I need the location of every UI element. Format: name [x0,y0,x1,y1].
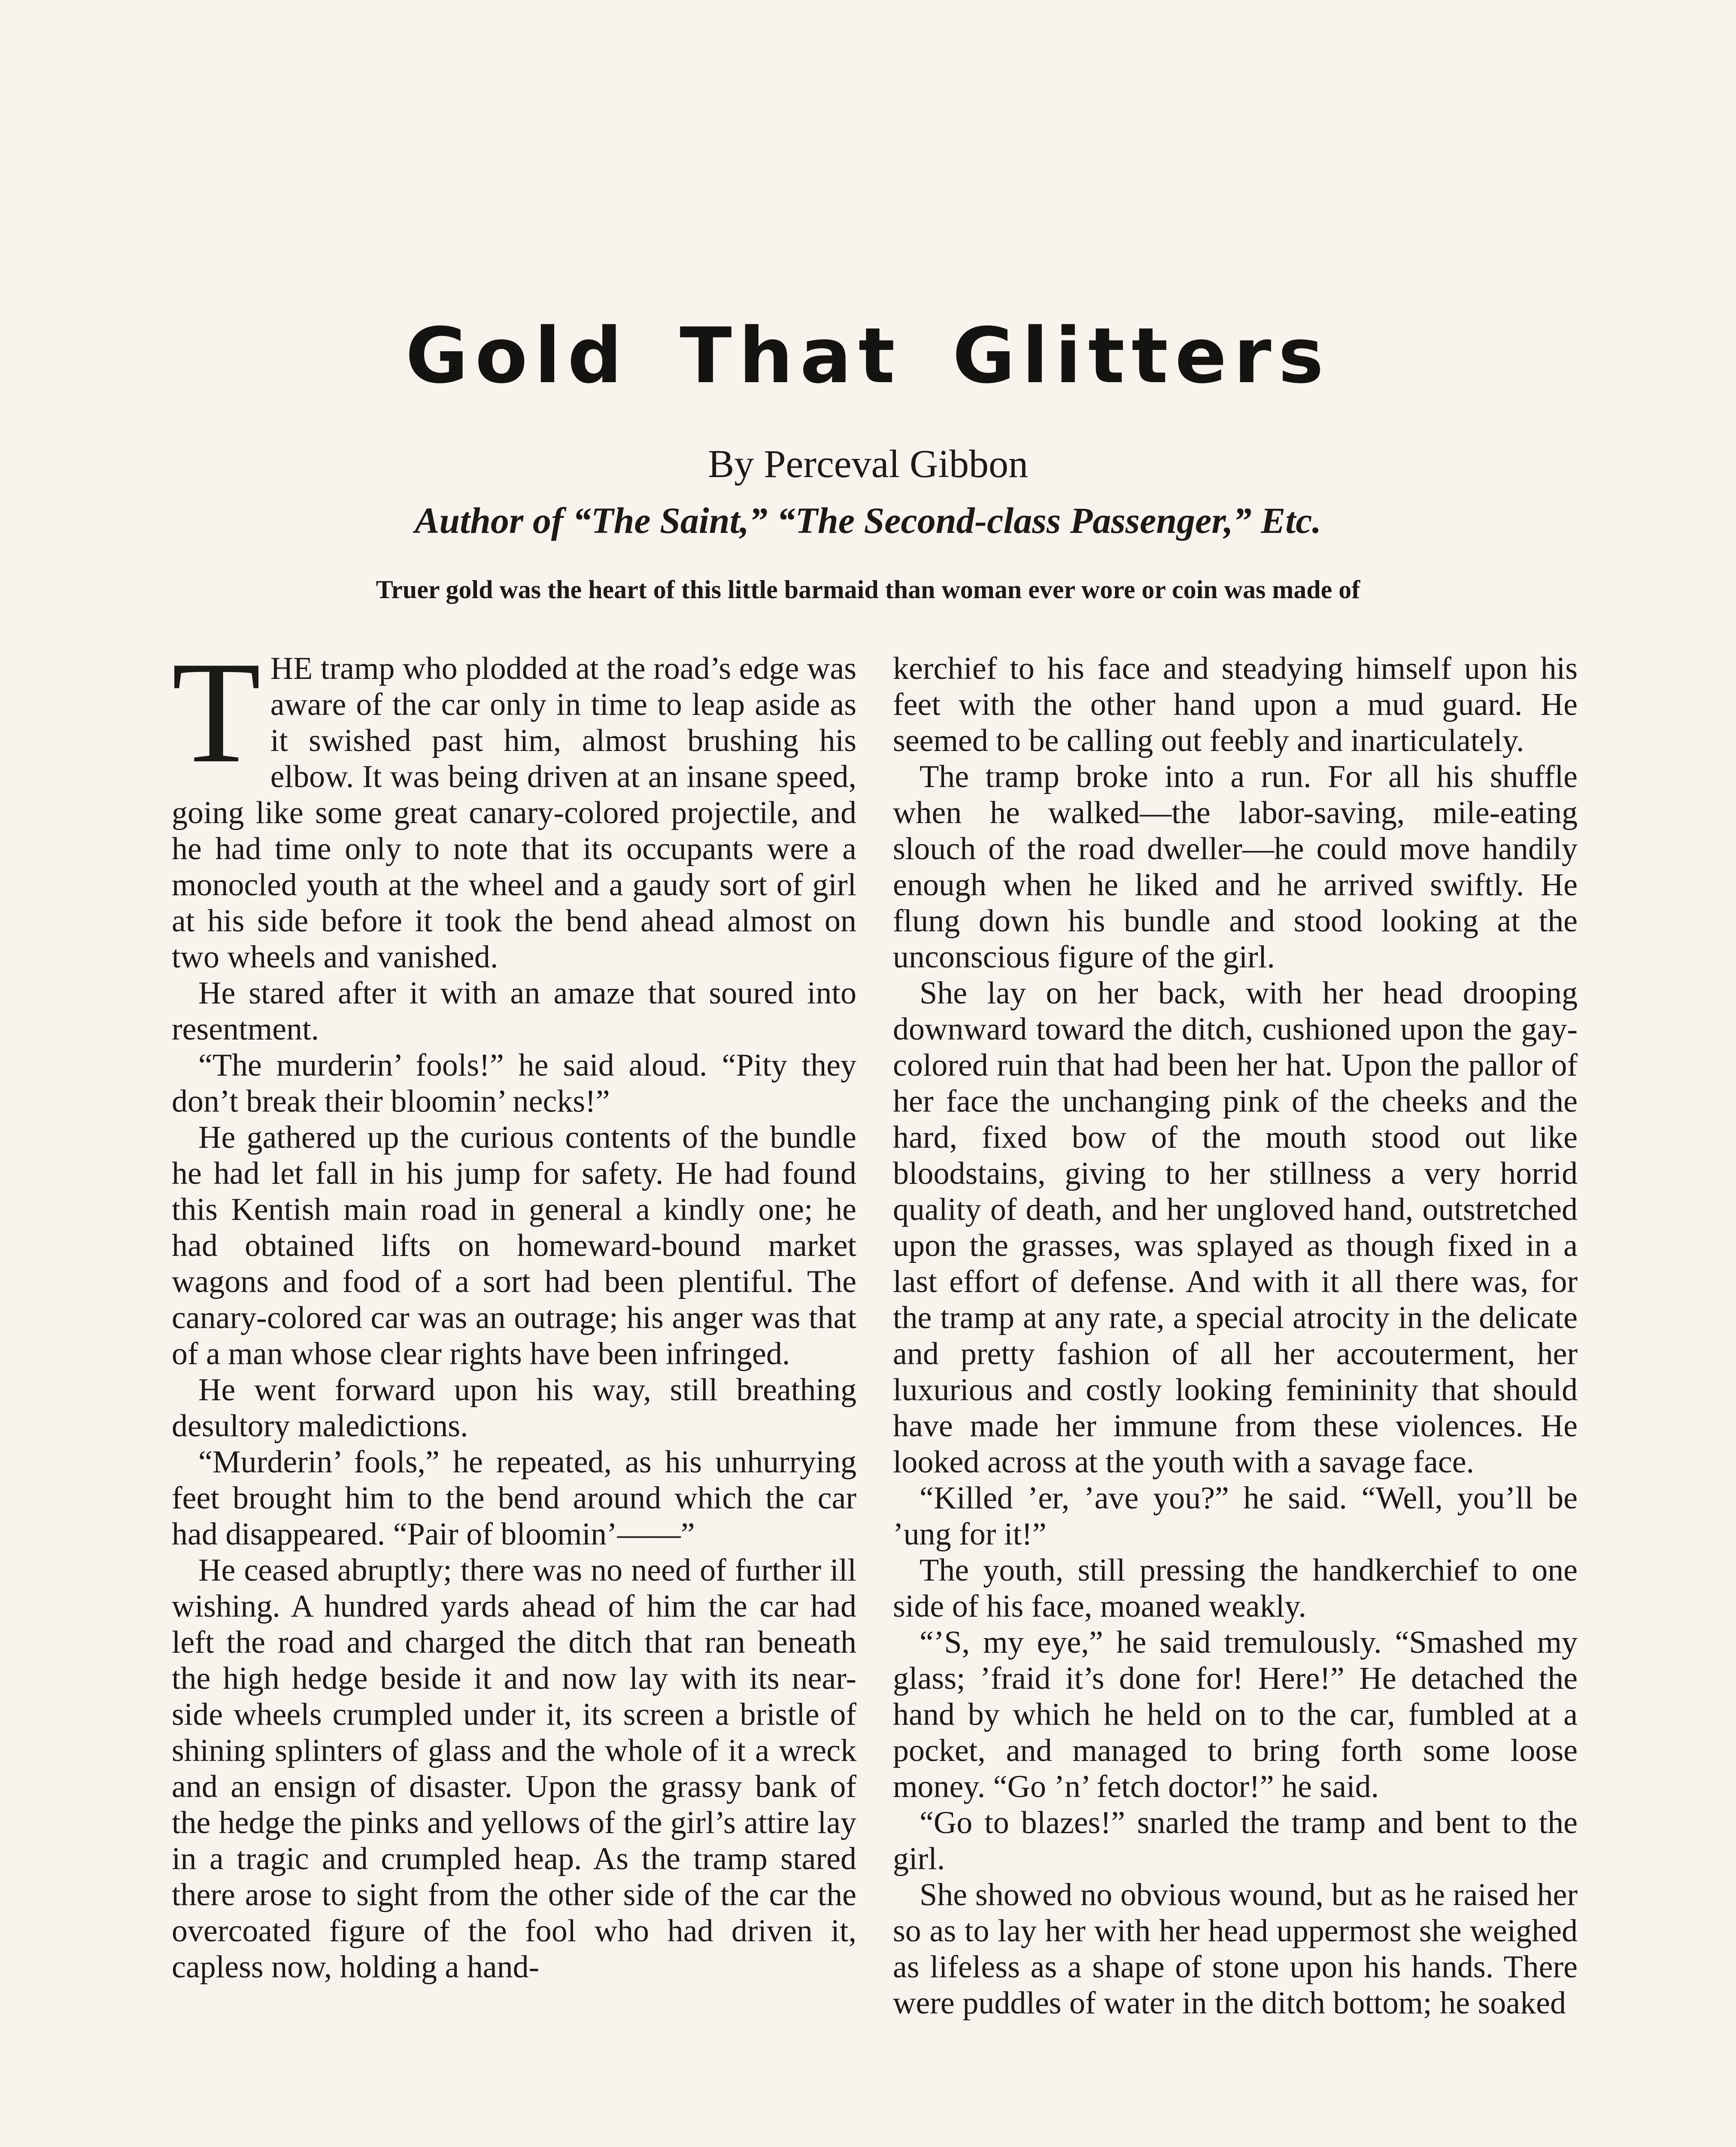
opening-text: HE tramp who plodded at the road’s edge was aware of the car only in time to leap aside as it swished past him, almost brushing his elbow. It was being driven at an insane speed, going like some great canary-colored projectile, and he had time only to note that its occupants were a monocled youth at the wheel and a gaudy sort of girl at his side before it took the bend ahead almost on two wheels and vanished. [172,651,856,975]
paragraph: He went forward upon his way, still breathing desultory maledictions. [172,1372,856,1444]
opening-paragraph [172,651,856,975]
paragraph: “The murderin’ fools!” he said aloud. “Pity they don’t break their bloomin’ necks!” [172,1048,856,1119]
story-title: Gold That Glitters [405,311,1331,400]
paragraph: “Murderin’ fools,” he repeated, as his unhurrying feet brought him to the bend around which the car had disappeared. “Pair of bloomin’——” [172,1445,856,1552]
right-column [893,651,1578,2147]
paragraph: He gathered up the curious contents of the bundle he had let fall in his jump for safety. He had found this Kentish main road in general a kindly one; he had obtained lifts on homeward-bound market wagons and food of a sort had been plentiful. The canary-colored car was an outrage; his anger was that of a man whose clear rights have been infringed. [172,1120,856,1372]
byline: By Perceval Gibbon [707,442,1029,486]
continued-paragraph: kerchief to his face and steadying himself upon his feet with the other hand upon a mud guard. He seemed to be calling out feebly and inarticulately. [893,651,1578,758]
paragraph: The youth, still pressing the handkerchief to one side of his face, moaned weakly. [893,1553,1578,1624]
paragraph: The tramp broke into a run. For all his shuffle when he walked—the labor-saving, mile-eating slouch of the road dweller—he could move handily enough when he liked and he arrived swiftly. He flung down his bundle and stood looking at the unconscious figure of the girl. [893,759,1578,975]
paragraph: He ceased abruptly; there was no need of further ill wishing. A hundred yards ahead of him the car had left the road and charged the ditch that ran beneath the high hedge beside it and now lay with its near-side wheels crumpled under it, its screen a bristle of shining splinters of glass and the whole of it a wreck and an ensign of disaster. Upon the grassy bank of the hedge the pinks and yellows of the girl’s attire lay in a tragic and crumpled heap. As the tramp stared there arose to sight from the other side of the car the overcoated figure of the fool who had driven it, capless now, holding a hand- [172,1553,856,1985]
paragraph: He stared after it with an amaze that soured into resentment. [172,976,856,1047]
left-column [172,651,856,2147]
paragraph: “Go to blazes!” snarled the tramp and bent to the girl. [893,1805,1578,1876]
paragraph: She showed no obvious wound, but as he raised her so as to lay her with her head uppermost she weighed as lifeless as a shape of stone upon his hands. There were puddles of water in the ditch bottom; he soaked [893,1877,1578,2021]
drop-cap: T [172,651,261,793]
story-deck: Truer gold was the heart of this little barmaid than woman ever wore or coin was made of [376,575,1360,604]
paragraph: “Killed ’er, ’ave you?” he said. “Well, you’ll be ’ung for it!” [893,1481,1578,1552]
paragraph: “’S, my eye,” he said tremulously. “Smashed my glass; ’fraid it’s done for! Here!” He detached the hand by which he held on to the car, fumbled at a pocket, and managed to bring forth some loose money. “Go ’n’ fetch doctor!” he said. [893,1625,1578,1804]
paragraph: She lay on her back, with her head drooping downward toward the ditch, cushioned upon the gay-colored ruin that had been her hat. Upon the pallor of her face the unchanging pink of the cheeks and the hard, fixed bow of the mouth stood out like bloodstains, giving to her stillness a very horrid quality of death, and her ungloved hand, outstretched upon the grasses, was splayed as though fixed in a last effort of defense. And with it all there was, for the tramp at any rate, a special atrocity in the delicate and pretty fashion of all her accouterment, her luxurious and costly looking femininity that should have made her immune from these violences. He looked across at the youth with a savage face. [893,976,1578,1480]
author-credits: Author of “The Saint,” “The Second-class Passenger,” Etc. [415,500,1321,541]
